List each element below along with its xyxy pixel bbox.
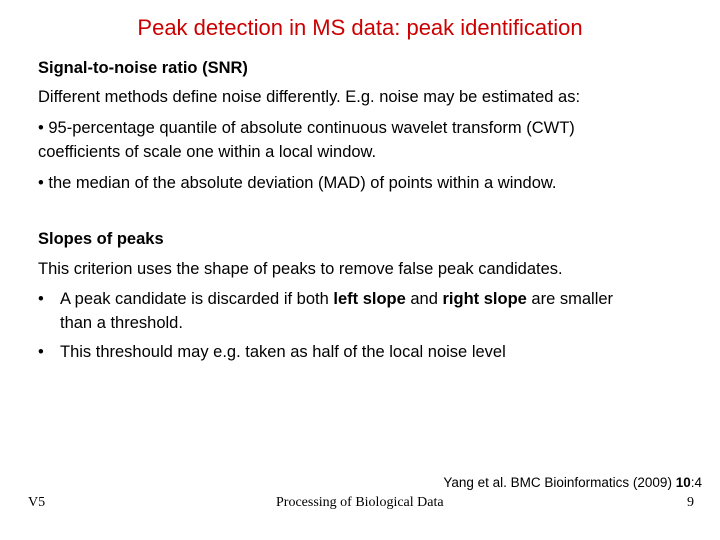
footer-page-number: 9 [687, 495, 694, 510]
snr-bullet-2: • the median of the absolute deviation (MAD) of points within a window. [38, 174, 557, 192]
snr-bullet-1-line-1: • 95-percentage quantile of absolute continuous wavelet transform (CWT) [38, 119, 575, 137]
slide-title: Peak detection in MS data: peak identification [137, 15, 583, 40]
footer-version: V5 [28, 495, 46, 510]
footer-course: Processing of Biological Data [276, 495, 444, 510]
snr-intro: Different methods define noise differently. E.g. noise may be estimated as: [38, 88, 581, 106]
slopes-bullet-1-line-1: A peak candidate is discarded if both left slope and right slope are smaller [60, 290, 614, 308]
bullet-marker: • [38, 343, 44, 361]
snr-heading: Signal-to-noise ratio (SNR) [38, 59, 248, 77]
right-slope-term: right slope [442, 290, 527, 308]
bullet-marker: • [38, 290, 44, 308]
slopes-bullet-1-line-2: than a threshold. [60, 314, 183, 332]
slopes-heading: Slopes of peaks [38, 230, 164, 248]
citation-volume: 10 [675, 475, 691, 490]
slopes-intro: This criterion uses the shape of peaks to remove false peak candidates. [38, 260, 563, 278]
left-slope-term: left slope [333, 290, 406, 308]
snr-bullet-1-line-2: coefficients of scale one within a local window. [38, 143, 377, 161]
citation: Yang et al. BMC Bioinformatics (2009) 10:4 [443, 475, 702, 490]
slopes-bullet-2-text: This threshould may e.g. taken as half of the local noise level [60, 343, 506, 361]
